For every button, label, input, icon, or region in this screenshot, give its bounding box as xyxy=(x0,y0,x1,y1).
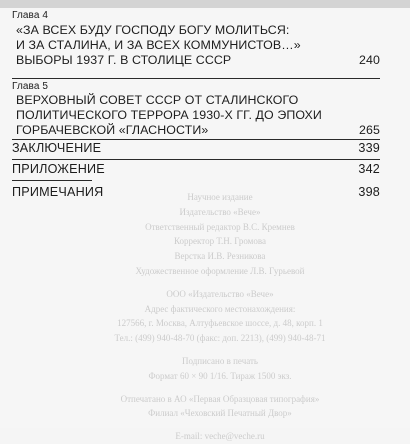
conclusion-label: ЗАКЛЮЧЕНИЕ xyxy=(12,141,102,155)
chapter-5-title-line: ПОЛИТИЧЕСКОГО ТЕРРОРА 1930-Х ГГ. ДО ЭПОХИ xyxy=(16,108,322,122)
bleed-line: ООО «Издательство «Вече» xyxy=(166,288,274,299)
appendix-page-number: 342 xyxy=(358,162,380,176)
page-top-edge xyxy=(0,0,410,8)
conclusion-page-number: 339 xyxy=(358,141,380,155)
bleed-line: Художественное оформление Л.В. Гурьевой xyxy=(135,265,305,276)
toc-entry-notes[interactable] xyxy=(12,185,380,199)
bleed-line: Научное издание xyxy=(187,192,253,202)
bleed-line: Формат 60 × 90 1/16. Тираж 1500 экз. xyxy=(148,370,292,381)
chapter-4-title-line: И ЗА СТАЛИНА, И ЗА ВСЕХ КОММУНИСТОВ…» xyxy=(16,38,301,52)
bleed-line: Корректор Т.Н. Громова xyxy=(174,236,266,247)
divider-line xyxy=(12,180,92,181)
toc-entry-conclusion[interactable] xyxy=(12,141,380,155)
bleed-line: Издательство «Вече» xyxy=(179,206,261,217)
chapter-4-label: Глава 4 xyxy=(12,10,49,21)
chapter-5-title-line: ВЕРХОВНЫЙ СОВЕТ СССР ОТ СТАЛИНСКОГО xyxy=(16,93,299,107)
chapter-4-title-line: ВЫБОРЫ 1937 Г. В СТОЛИЦЕ СССР xyxy=(16,53,232,67)
chapter-5-label: Глава 5 xyxy=(12,81,49,92)
toc-entry-chapter-4[interactable] xyxy=(16,23,380,68)
divider-line xyxy=(12,159,380,160)
bleed-line: Адрес фактического местонахождения: xyxy=(144,303,296,314)
bleed-line: Ответственный редактор В.С. Кремнев xyxy=(145,221,295,232)
divider-line xyxy=(12,139,380,140)
bleed-through-text xyxy=(60,190,380,444)
bleed-line: Тел.: (499) 940-48-70 (факс: доп. 2213), (499) 940-48-71 xyxy=(114,333,326,344)
chapter-5-page-number: 265 xyxy=(359,123,380,137)
chapter-5-title-line: ГОРБАЧЕВСКОЙ «ГЛАСНОСТИ» xyxy=(16,123,209,137)
bleed-line: Верстка И.В. Резникова xyxy=(174,251,266,262)
chapter-4-title-line: «ЗА ВСЕХ БУДУ ГОСПОДУ БОГУ МОЛИТЬСЯ: xyxy=(16,23,290,37)
toc-entry-appendix[interactable] xyxy=(12,162,380,176)
bleed-line: 127566, г. Москва, Алтуфьевское шоссе, д. 48, корп. 1 xyxy=(117,318,323,329)
notes-label: ПРИМЕЧАНИЯ xyxy=(12,185,104,199)
toc-entry-chapter-5[interactable] xyxy=(16,93,380,138)
chapter-4-page-number: 240 xyxy=(359,53,380,67)
bleed-line: E-mail: veche@veche.ru xyxy=(175,431,265,442)
bleed-line: Филиал «Чеховский Печатный Двор» xyxy=(148,408,292,419)
divider-line xyxy=(12,78,380,79)
bleed-line: Подписано в печать xyxy=(181,355,259,366)
notes-page-number: 398 xyxy=(358,185,380,199)
bleed-line: Отпечатано в АО «Первая Образцовая типография» xyxy=(120,393,320,404)
appendix-label: ПРИЛОЖЕНИЕ xyxy=(12,162,105,176)
